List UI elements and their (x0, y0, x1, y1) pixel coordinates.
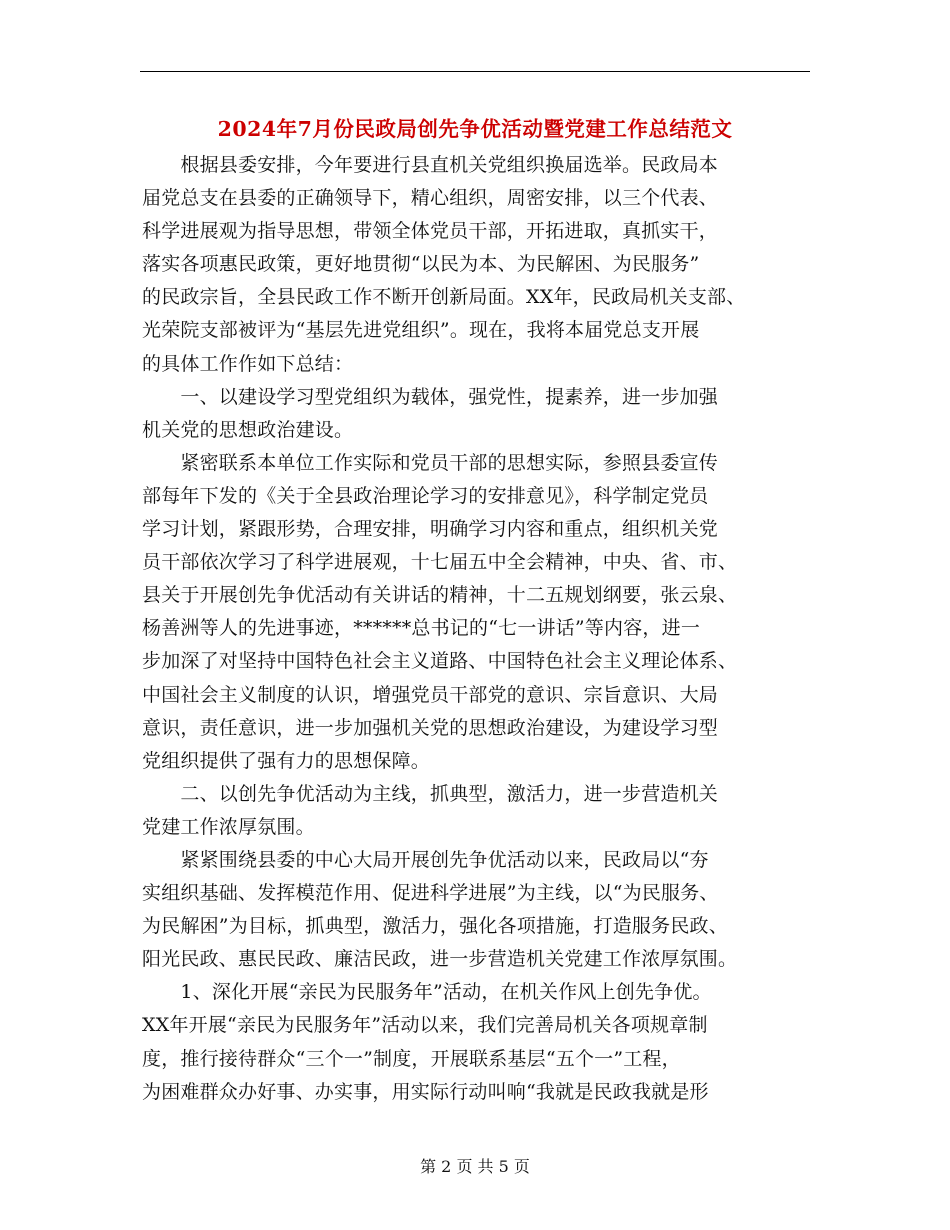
paragraph-service-year (142, 976, 814, 1108)
text-line: 1、深化开展“亲民为民服务年”活动，在机关作风上创先争优。 (142, 981, 712, 1004)
text-line: 员干部依次学习了科学进展观，十七届五中全会精神，中央、省、市、 (142, 551, 738, 574)
document-title: 2024年7月份民政局创先争优活动暨党建工作总结范文 (217, 117, 733, 141)
text-line: 科学进展观为指导思想，带领全体党员干部，开拓进取，真抓实干， (142, 220, 719, 243)
header-rule (140, 71, 810, 72)
text-line: 杨善洲等人的先进事迹，******总书记的“七一讲话”等内容，进一 (142, 617, 701, 640)
text-line: 步加深了对坚持中国特色社会主义道路、中国特色社会主义理论体系、 (142, 650, 738, 673)
text-line: 二、以创先争优活动为主线，抓典型，激活力，进一步营造机关 (142, 782, 719, 805)
text-line: 学习计划，紧跟形势，合理安排，明确学习内容和重点，组织机关党 (142, 518, 719, 541)
text-line: 一、以建设学习型党组织为载体，强党性，提素养，进一步加强 (142, 385, 719, 408)
paragraph-intro (142, 149, 814, 381)
text-line: 意识，责任意识，进一步加强机关党的思想政治建设，为建设学习型 (142, 716, 719, 739)
text-line: 中国社会主义制度的认识，增强党员干部党的意识、宗旨意识、大局 (142, 683, 719, 706)
text-line: 实组织基础、发挥模范作用、促进科学进展”为主线，以“为民服务、 (142, 882, 719, 905)
text-line: 落实各项惠民政策，更好地贯彻“以民为本、为民解困、为民服务” (142, 253, 700, 276)
text-line: 的民政宗旨，全县民政工作不断开创新局面。XX年，民政局机关支部、 (142, 286, 746, 309)
text-line: 党组织提供了强有力的思想保障。 (142, 749, 431, 772)
text-line: 为民解困”为目标，抓典型，激活力，强化各项措施，打造服务民政、 (142, 915, 728, 938)
text-line: 机关党的思想政治建设。 (142, 418, 354, 441)
text-line: 党建工作浓厚氛围。 (142, 815, 315, 838)
text-line: 光荣院支部被评为“基层先进党组织”。现在，我将本届党总支开展 (142, 319, 700, 342)
section-heading-two (142, 778, 814, 844)
text-line: 紧紧围绕县委的中心大局开展创先争优活动以来，民政局以“夯 (142, 848, 709, 871)
text-line: 部每年下发的《关于全县政治理论学习的安排意见》，科学制定党员 (142, 484, 709, 507)
text-line: 为困难群众办好事、办实事，用实际行动叫响“我就是民政我就是形 (142, 1080, 709, 1103)
section-heading-one (142, 381, 814, 447)
text-line: 阳光民政、惠民民政、廉洁民政，进一步营造机关党建工作浓厚氛围。 (142, 948, 738, 971)
text-line: XX年开展“亲民为民服务年”活动以来，我们完善局机关各项规章制 (142, 1014, 708, 1037)
paragraph-activities (142, 844, 814, 976)
text-line: 度，推行接待群众“三个一”制度，开展联系基层“五个一”工程， (142, 1047, 681, 1070)
text-line: 根据县委安排，今年要进行县直机关党组织换届选举。民政局本 (142, 154, 719, 176)
paragraph-study (142, 447, 814, 778)
page-number: 第 2 页 共 5 页 (420, 1157, 530, 1176)
text-line: 县关于开展创先争优活动有关讲话的精神，十二五规划纲要，张云泉、 (142, 584, 738, 607)
text-line: 的具体工作作如下总结： (142, 352, 354, 375)
text-line: 届党总支在县委的正确领导下，精心组织，周密安排，以三个代表、 (142, 187, 719, 210)
text-line: 紧密联系本单位工作实际和党员干部的思想实际，参照县委宣传 (142, 451, 719, 474)
document-body (142, 149, 814, 1109)
